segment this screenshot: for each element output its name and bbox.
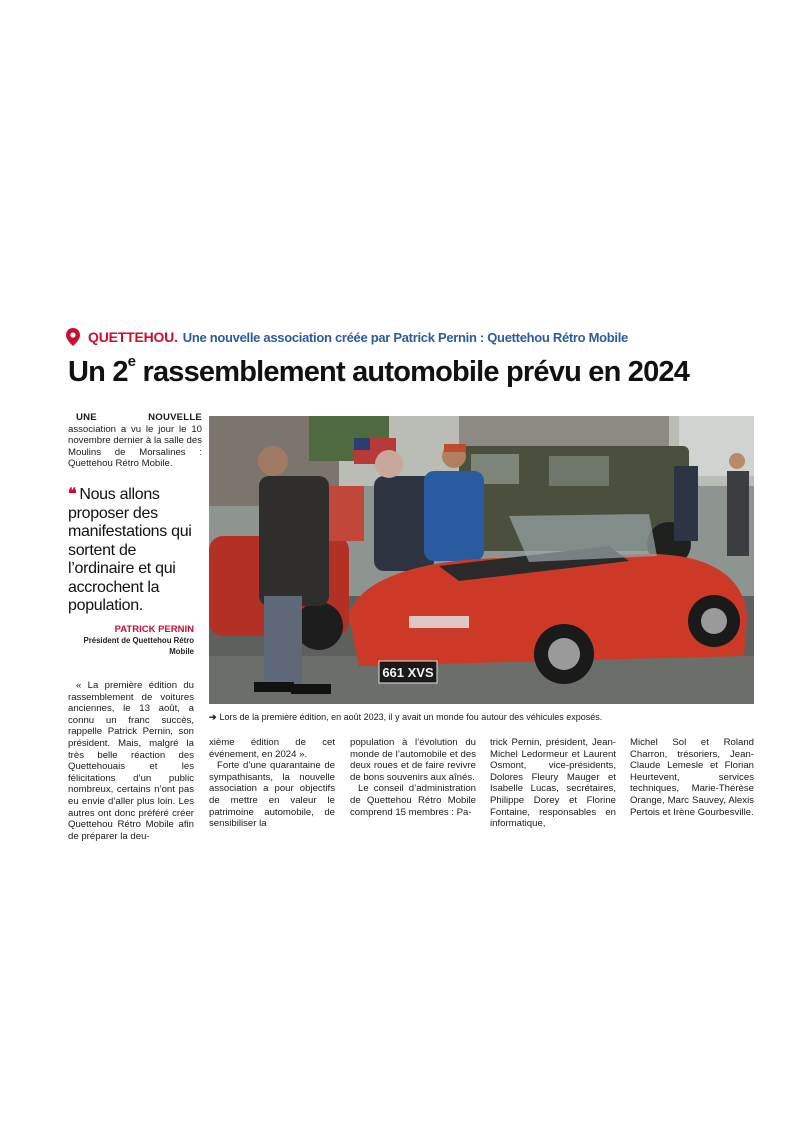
- location-pin-icon: [66, 328, 80, 346]
- kicker-subtitle: Une nouvelle association créée par Patrick Pernin : Quettehou Rétro Mobile: [182, 329, 628, 345]
- photo-caption-text: Lors de la première édition, en août 2023, il y avait un monde fou autour des véhicules exposés.: [219, 712, 603, 722]
- photo-caption: [209, 712, 754, 723]
- body-column-3: [350, 737, 476, 818]
- licence-plate: 661 XVS: [382, 665, 434, 680]
- headline: [68, 353, 748, 389]
- article-photo: [209, 416, 754, 704]
- body-column-1: [68, 680, 194, 842]
- headline-before: Un 2: [68, 356, 128, 388]
- body-col4-text: trick Pernin, président, Jean-Michel Ledormeur et Laurent Osmont, vice-présidents, Dolores Fleury Mauger et Isabelle Lucas, secrétaires, Philippe Dorey et Florine Fontaine, responsables en informatique,: [490, 737, 616, 830]
- quote-mark-icon: ❝: [68, 486, 77, 503]
- intro-text: association a vu le jour le 10 novembre dernier à la salle des Moulins de Morsalines : Quettehou Rétro Mobile.: [68, 423, 202, 470]
- body-col1-text: « La première édition du rassemblement de voitures anciennes, le 13 août, a connu un franc succès, rappelle Patrick Pernin, son président. Mais, malgré la très belle réaction des Quettehouais et les félicitations d’un public nombreux, certains n’ont pas eu envie d’aller plus loin. Les autres ont donc préféré créer Quettehou Rétro Mobile afin de préparer la deu-: [68, 680, 194, 842]
- body-column-4: [490, 737, 616, 830]
- intro-lead: UNE NOUVELLE: [76, 412, 202, 423]
- body-col2-p2: Forte d’une quarantaine de sympathisants, la nouvelle association a pour objectifs de mettre en valeur le patrimoine automobile, de sensibiliser la: [209, 760, 335, 830]
- headline-after: rassemblement automobile prévu en 2024: [135, 356, 690, 388]
- body-column-2: [209, 737, 335, 830]
- kicker-location: QUETTEHOU.: [88, 329, 178, 345]
- body-col2-p1: xième édition de cet événement, en 2024 ».: [209, 737, 335, 760]
- body-col5-text: Michel Sol et Roland Charron, trésoriers, Jean-Claude Lemesle et Florian Heurtevent, services techniques, Marie-Thérèse Orange, Marc Sauvey, Alexis Pertois et Irène Gourbesville.: [630, 737, 754, 818]
- vintage-cars-photo: [209, 416, 754, 704]
- pull-quote: [68, 486, 202, 616]
- body-col3-p1: population à l’évolution du monde de l’automobile et des deux roues et de faire revivre de bons souvenirs aux aînés.: [350, 737, 476, 783]
- pull-quote-role: Président de Quettehou Rétro Mobile: [83, 636, 194, 656]
- pull-quote-text: Nous allons proposer des manifestations qui sortent de l’ordinaire et qui accrochent la population.: [68, 486, 192, 614]
- pull-quote-attribution: [68, 624, 194, 657]
- body-col3-p2: Le conseil d’administration de Quettehou Rétro Mobile comprend 15 membres : Pa-: [350, 783, 476, 818]
- kicker: [66, 327, 628, 347]
- caption-arrow-icon: ➔: [209, 712, 217, 722]
- pull-quote-author: PATRICK PERNIN: [114, 624, 194, 635]
- intro-paragraph: [68, 412, 202, 470]
- body-column-5: [630, 737, 754, 818]
- headline-superscript: e: [127, 353, 136, 371]
